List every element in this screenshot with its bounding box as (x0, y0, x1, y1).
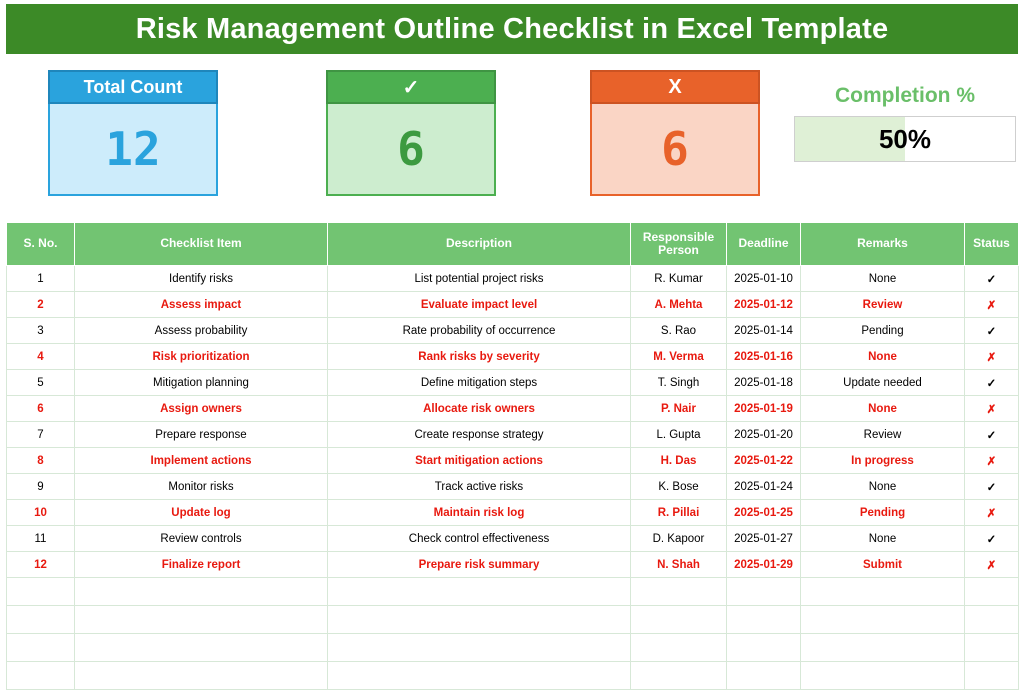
cross-icon: X (590, 70, 760, 104)
cell-empty (75, 578, 328, 606)
cell-responsible-person: R. Kumar (631, 266, 727, 292)
cell-sno: 6 (7, 396, 75, 422)
cell-empty (7, 578, 75, 606)
cell-empty (75, 634, 328, 662)
cell-deadline: 2025-01-12 (727, 292, 801, 318)
cell-empty (801, 634, 965, 662)
completion-value: 50% (878, 123, 932, 154)
cell-sno: 5 (7, 370, 75, 396)
table-header-row (7, 223, 1019, 266)
total-count-label: Total Count (48, 70, 218, 104)
cell-sno: 10 (7, 500, 75, 526)
not-completed-count-card (590, 70, 760, 196)
cell-empty (328, 578, 631, 606)
cell-checklist-item: Review controls (75, 526, 328, 552)
cell-description: Rank risks by severity (328, 344, 631, 370)
column-header-sno: S. No. (7, 223, 75, 266)
completed-count-value: 6 (326, 104, 496, 196)
cell-empty (965, 662, 1019, 690)
column-header-remarks: Remarks (801, 223, 965, 266)
cell-remarks: None (801, 344, 965, 370)
cell-empty (75, 606, 328, 634)
cell-deadline: 2025-01-14 (727, 318, 801, 344)
table-row-empty[interactable] (7, 578, 1019, 606)
cell-responsible-person: N. Shah (631, 552, 727, 578)
cell-description: Prepare risk summary (328, 552, 631, 578)
cell-empty (965, 634, 1019, 662)
cell-description: Start mitigation actions (328, 448, 631, 474)
cell-responsible-person: A. Mehta (631, 292, 727, 318)
cell-empty (631, 662, 727, 690)
checklist-table-wrap (6, 222, 1018, 690)
cell-deadline: 2025-01-24 (727, 474, 801, 500)
cell-description: Rate probability of occurrence (328, 318, 631, 344)
page-title-bar (6, 4, 1018, 54)
cell-deadline: 2025-01-10 (727, 266, 801, 292)
cell-remarks: None (801, 396, 965, 422)
cell-empty (328, 662, 631, 690)
cell-deadline: 2025-01-25 (727, 500, 801, 526)
cell-empty (75, 662, 328, 690)
cell-description: Check control effectiveness (328, 526, 631, 552)
table-row-empty[interactable] (7, 606, 1019, 634)
cell-checklist-item: Prepare response (75, 422, 328, 448)
cell-description: Track active risks (328, 474, 631, 500)
cell-checklist-item: Assess probability (75, 318, 328, 344)
cell-remarks: In progress (801, 448, 965, 474)
cell-empty (727, 578, 801, 606)
cell-checklist-item: Monitor risks (75, 474, 328, 500)
column-header-deadline: Deadline (727, 223, 801, 266)
cell-status: ✗ (965, 552, 1019, 578)
cell-empty (7, 634, 75, 662)
cell-remarks: Pending (801, 318, 965, 344)
cell-responsible-person: K. Bose (631, 474, 727, 500)
cell-responsible-person: M. Verma (631, 344, 727, 370)
worksheet (0, 4, 1024, 663)
summary-cards (6, 62, 1018, 212)
cell-remarks: None (801, 266, 965, 292)
cell-sno: 4 (7, 344, 75, 370)
cell-status: ✗ (965, 292, 1019, 318)
table-row[interactable] (7, 266, 1019, 292)
cell-empty (801, 662, 965, 690)
cell-sno: 11 (7, 526, 75, 552)
cell-responsible-person: R. Pillai (631, 500, 727, 526)
cell-description: List potential project risks (328, 266, 631, 292)
cell-description: Allocate risk owners (328, 396, 631, 422)
table-row[interactable] (7, 396, 1019, 422)
cell-empty (801, 606, 965, 634)
cell-status: ✗ (965, 396, 1019, 422)
check-icon: ✓ (326, 70, 496, 104)
cell-description: Maintain risk log (328, 500, 631, 526)
cell-checklist-item: Identify risks (75, 266, 328, 292)
completed-count-card (326, 70, 496, 196)
completion-label: Completion % (835, 84, 975, 107)
cell-status: ✓ (965, 318, 1019, 344)
cell-responsible-person: P. Nair (631, 396, 727, 422)
cell-checklist-item: Update log (75, 500, 328, 526)
completion-card (794, 84, 1016, 162)
table-row[interactable] (7, 448, 1019, 474)
not-completed-count-value: 6 (590, 104, 760, 196)
cell-remarks: Review (801, 292, 965, 318)
table-row[interactable] (7, 318, 1019, 344)
cell-description: Evaluate impact level (328, 292, 631, 318)
cell-checklist-item: Finalize report (75, 552, 328, 578)
table-row[interactable] (7, 552, 1019, 578)
table-row-empty[interactable] (7, 634, 1019, 662)
cell-responsible-person: D. Kapoor (631, 526, 727, 552)
cell-description: Define mitigation steps (328, 370, 631, 396)
cell-checklist-item: Mitigation planning (75, 370, 328, 396)
cell-remarks: Pending (801, 500, 965, 526)
cell-deadline: 2025-01-18 (727, 370, 801, 396)
cell-responsible-person: L. Gupta (631, 422, 727, 448)
cell-sno: 2 (7, 292, 75, 318)
column-header-desc: Description (328, 223, 631, 266)
cell-status: ✗ (965, 344, 1019, 370)
cell-responsible-person: T. Singh (631, 370, 727, 396)
cell-empty (631, 578, 727, 606)
cell-empty (727, 606, 801, 634)
cell-sno: 12 (7, 552, 75, 578)
cell-checklist-item: Assess impact (75, 292, 328, 318)
table-row[interactable] (7, 370, 1019, 396)
cell-empty (7, 606, 75, 634)
cell-checklist-item: Assign owners (75, 396, 328, 422)
cell-deadline: 2025-01-22 (727, 448, 801, 474)
cell-empty (727, 634, 801, 662)
checklist-table (6, 222, 1019, 690)
cell-deadline: 2025-01-16 (727, 344, 801, 370)
cell-checklist-item: Implement actions (75, 448, 328, 474)
cell-empty (328, 606, 631, 634)
cell-remarks: Review (801, 422, 965, 448)
cell-description: Create response strategy (328, 422, 631, 448)
completion-progress-bar (794, 116, 1016, 162)
cell-remarks: Update needed (801, 370, 965, 396)
table-row[interactable] (7, 292, 1019, 318)
cell-status: ✓ (965, 370, 1019, 396)
cell-status: ✓ (965, 422, 1019, 448)
cell-sno: 3 (7, 318, 75, 344)
cell-empty (631, 634, 727, 662)
cell-deadline: 2025-01-29 (727, 552, 801, 578)
total-count-card (48, 70, 218, 196)
total-count-value: 12 (48, 104, 218, 196)
cell-empty (727, 662, 801, 690)
cell-sno: 8 (7, 448, 75, 474)
column-header-person: Responsible Person (631, 223, 727, 266)
cell-empty (7, 662, 75, 690)
column-header-item: Checklist Item (75, 223, 328, 266)
checklist-table-body (7, 266, 1019, 690)
cell-remarks: None (801, 474, 965, 500)
table-row[interactable] (7, 500, 1019, 526)
page-title: Risk Management Outline Checklist in Excel Template (135, 12, 889, 45)
cell-empty (631, 606, 727, 634)
table-row-empty[interactable] (7, 662, 1019, 690)
cell-status: ✗ (965, 448, 1019, 474)
table-row[interactable] (7, 474, 1019, 500)
cell-remarks: Submit (801, 552, 965, 578)
cell-checklist-item: Risk prioritization (75, 344, 328, 370)
cell-status: ✗ (965, 500, 1019, 526)
cell-empty (965, 606, 1019, 634)
cell-sno: 9 (7, 474, 75, 500)
cell-status: ✓ (965, 266, 1019, 292)
cell-empty (965, 578, 1019, 606)
table-row[interactable] (7, 526, 1019, 552)
table-row[interactable] (7, 422, 1019, 448)
cell-remarks: None (801, 526, 965, 552)
cell-deadline: 2025-01-27 (727, 526, 801, 552)
cell-responsible-person: S. Rao (631, 318, 727, 344)
column-header-status: Status (965, 223, 1019, 266)
cell-empty (801, 578, 965, 606)
cell-sno: 7 (7, 422, 75, 448)
cell-status: ✓ (965, 474, 1019, 500)
table-row[interactable] (7, 344, 1019, 370)
cell-deadline: 2025-01-20 (727, 422, 801, 448)
cell-responsible-person: H. Das (631, 448, 727, 474)
cell-empty (328, 634, 631, 662)
cell-status: ✓ (965, 526, 1019, 552)
cell-sno: 1 (7, 266, 75, 292)
cell-deadline: 2025-01-19 (727, 396, 801, 422)
